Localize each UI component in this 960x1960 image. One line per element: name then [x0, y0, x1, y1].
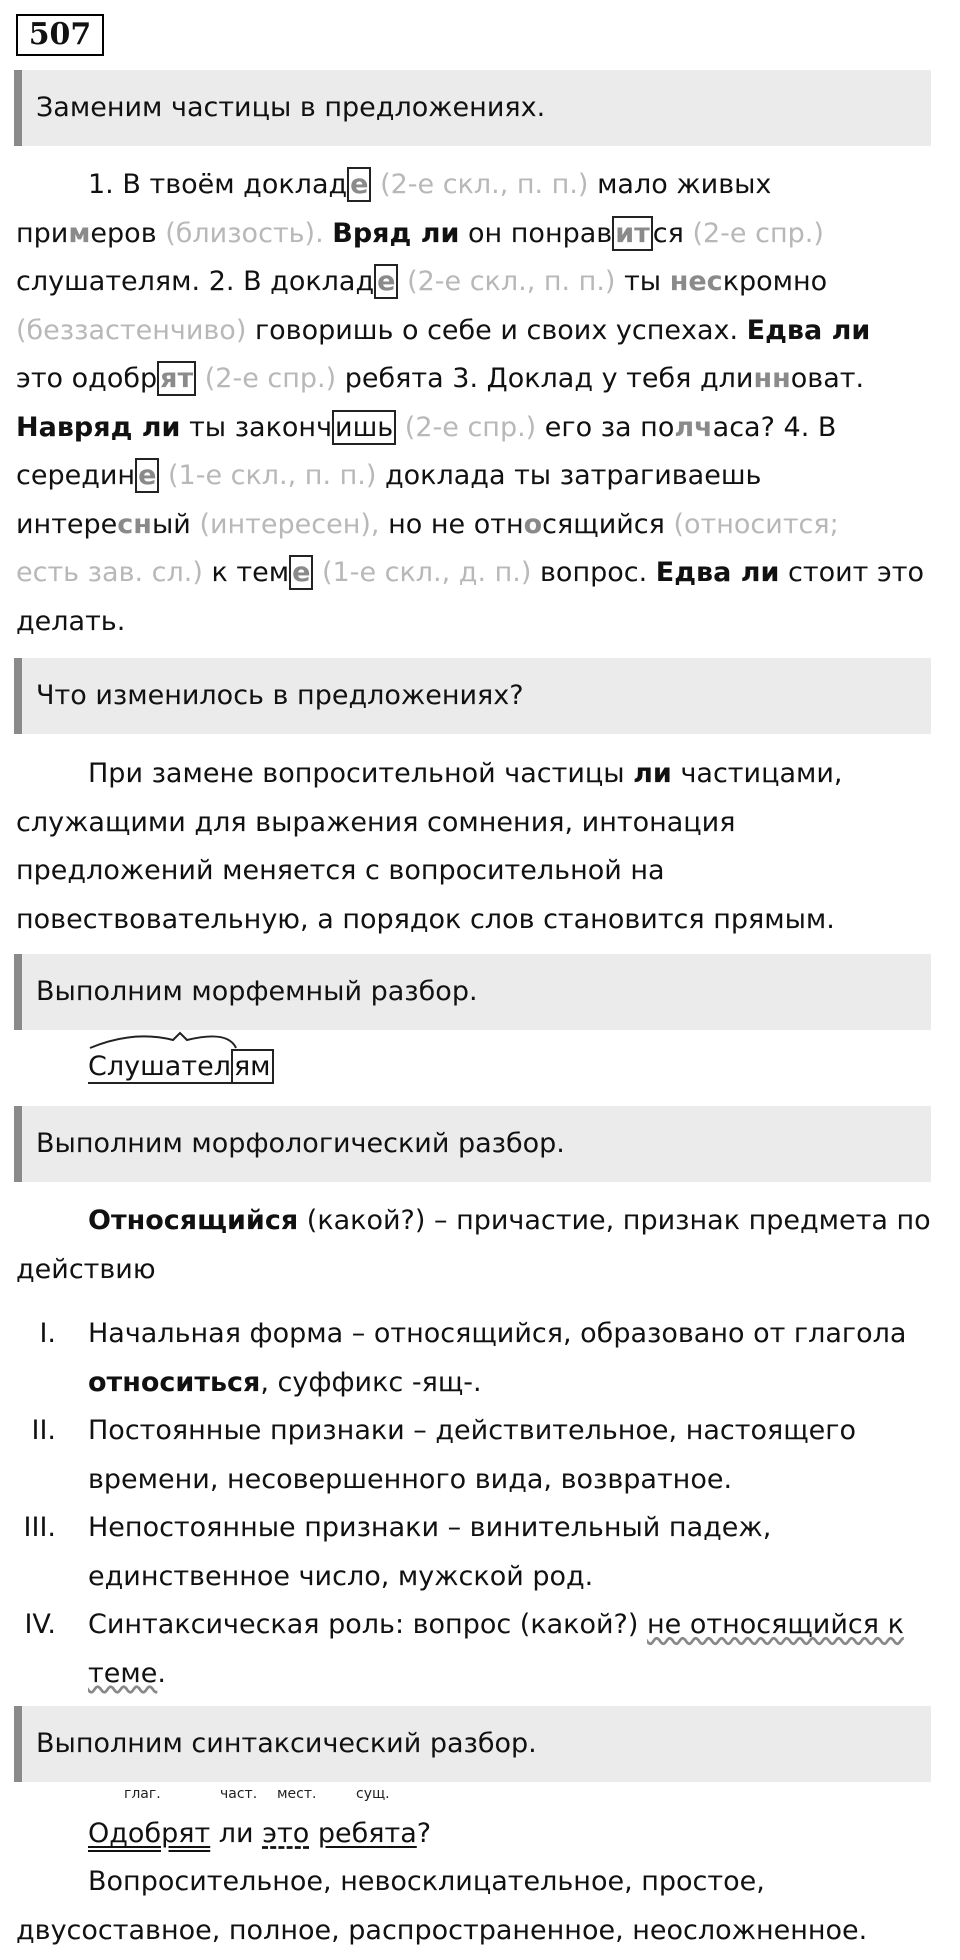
- particle: ли: [218, 1818, 254, 1849]
- morpheme-word: [88, 1042, 274, 1092]
- pos-tag-verb: глаг.: [124, 1786, 161, 1802]
- attribute: это: [262, 1818, 310, 1849]
- syntax-description: [16, 1858, 941, 1955]
- morpheme-ending: ям: [231, 1049, 274, 1084]
- line: это одобр ят (2-е спр.) ребята 3. Доклад у тебя длинноват.: [16, 363, 865, 394]
- line: есть зав. сл.) к тем е (1-е скл., д. п.) вопрос. Едва ли стоит это: [16, 557, 925, 588]
- paragraph-answer: При замене вопросительной частицы ли частицами, служащими для выражения сомнения, интонация предложений меняется с вопросительной на повествовательную, а порядок слов становится прямым.: [16, 758, 843, 935]
- syntax-sentence: [88, 1810, 948, 1859]
- pos-tag-noun: сущ.: [356, 1786, 390, 1802]
- morpheme-analysis: [88, 1042, 274, 1092]
- list-item: II. Постоянные признаки – действительное, настоящего времени, несовершенного вида, возвратное.: [31, 1415, 856, 1495]
- section-header-syntax: Выполним синтаксический разбор.: [14, 1706, 931, 1782]
- section-header-morpheme: Выполним морфемный разбор.: [14, 954, 931, 1030]
- question-mark: ?: [416, 1818, 432, 1849]
- pos-tag-particle: част.: [220, 1786, 258, 1802]
- list-item: I. Начальная форма – относящийся, образовано от глагола относиться, суффикс -ящ-.: [39, 1318, 907, 1398]
- line: примеров (близость). Вряд ли он понрав ит ся (2-е спр.): [16, 217, 824, 249]
- morpheme-stem: Слушател: [88, 1051, 231, 1082]
- section-header-morphological: Выполним морфологический разбор.: [14, 1106, 931, 1182]
- predicate: Одобрят: [88, 1818, 211, 1849]
- line: слушателям. 2. В доклад е (2-е скл., п. п.) ты нескромно: [16, 266, 828, 297]
- line: делать.: [16, 605, 126, 637]
- line: интересный (интересен), но не относящийся (относится;: [16, 508, 839, 540]
- morph-list: [16, 1310, 946, 1698]
- syntax-description-text: Вопросительное, невосклицательное, простое, двусоставное, полное, распространенное, неосложненное.: [16, 1866, 868, 1946]
- pos-tag-pronoun: мест.: [277, 1786, 317, 1802]
- line: 1. В твоём доклад е (2-е скл., п. п.) мало живых: [88, 169, 772, 200]
- paragraph-sentences: [16, 161, 941, 646]
- list-item: III. Непостоянные признаки – винительный падеж, единственное число, мужской род.: [23, 1512, 772, 1592]
- line: Навряд ли ты законч ишь (2-е спр.) его за полчаса? 4. В: [16, 411, 837, 443]
- list-item: IV. Синтаксическая роль: вопрос (какой?) не относящийся к теме.: [24, 1609, 904, 1689]
- section-header-replace: Заменим частицы в предложениях.: [14, 70, 931, 146]
- task-number: 507: [16, 14, 104, 56]
- line: (беззастенчиво) говоришь о себе и своих успехах. Едва ли: [16, 314, 871, 346]
- section-header-changes: Что изменилось в предложениях?: [14, 658, 931, 734]
- line: середин е (1-е скл., п. п.) доклада ты затрагиваешь: [16, 460, 762, 491]
- morph-lead: Относящийся (какой?) – причастие, признак предмета по действию: [16, 1205, 931, 1285]
- subject: ребята: [317, 1818, 417, 1849]
